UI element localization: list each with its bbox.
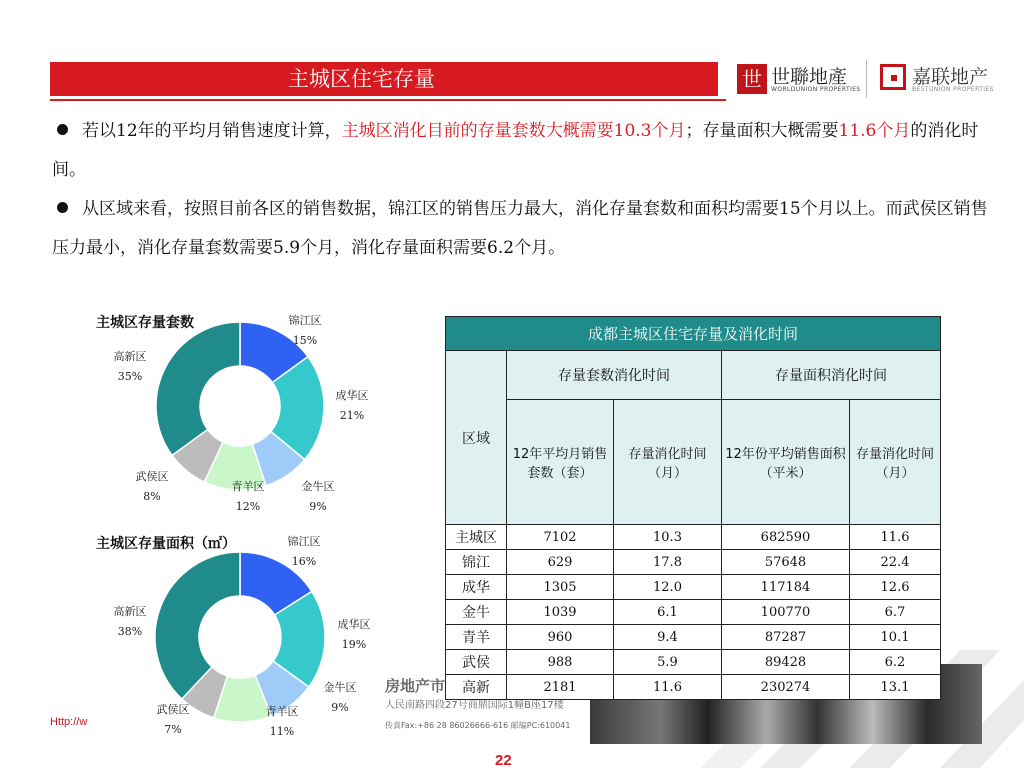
slice-percent: 12% <box>235 500 261 513</box>
header-region: 区域 <box>446 351 507 525</box>
slice-percent: 8% <box>143 490 161 503</box>
chart-title-area: 主城区存量面积（㎡） <box>96 536 236 552</box>
header-col-2: 存量消化时间（月） <box>614 400 722 525</box>
page-number: 22 <box>495 752 512 769</box>
slice-percent: 35% <box>117 370 143 383</box>
slice-percent: 38% <box>117 625 143 638</box>
table-region-cell: 武侯 <box>446 650 507 675</box>
table-cell: 988 <box>507 650 614 675</box>
bestunion-logo-text: 嘉联地产 <box>912 66 989 88</box>
table-region-cell: 锦江 <box>446 550 507 575</box>
header-group-area: 存量面积消化时间 <box>722 351 941 400</box>
donut-chart-area-svg <box>90 533 395 743</box>
donut-chart-area <box>90 533 395 743</box>
slice-label: 金牛区 <box>323 681 357 694</box>
slice-percent: 11% <box>269 725 295 738</box>
slice-label: 锦江区 <box>287 535 321 548</box>
bestunion-logo <box>880 62 996 96</box>
table-cell: 9.4 <box>614 625 722 650</box>
donut-chart-units-svg <box>90 312 395 522</box>
donut-slice <box>156 322 240 455</box>
bullet-1-text-a: 若以12年的平均月销售速度计算， <box>82 121 342 141</box>
bestunion-logo-icon <box>880 64 906 90</box>
worldunion-logo <box>737 62 861 96</box>
slice-label: 青羊区 <box>265 705 299 718</box>
table-cell: 11.6 <box>850 525 941 550</box>
table-cell: 10.1 <box>850 625 941 650</box>
slice-label: 武侯区 <box>156 703 190 716</box>
table-row <box>446 575 941 600</box>
table-region-cell: 高新 <box>446 675 507 700</box>
table-cell: 13.1 <box>850 675 941 700</box>
bullet-1 <box>52 112 992 190</box>
table-cell: 12.0 <box>614 575 722 600</box>
table-row <box>446 625 941 650</box>
bullet-2 <box>52 190 992 268</box>
table-cell: 7102 <box>507 525 614 550</box>
slice-label: 金牛区 <box>301 480 335 493</box>
table-cell: 17.8 <box>614 550 722 575</box>
table-cell: 12.6 <box>850 575 941 600</box>
table-cell: 5.9 <box>614 650 722 675</box>
table-cell: 960 <box>507 625 614 650</box>
header-col-3: 12年份平均销售面积（平米） <box>722 400 850 525</box>
table-cell: 100770 <box>722 600 850 625</box>
footer-contact-line1: 房地产市 <box>385 677 446 695</box>
table-cell: 6.7 <box>850 600 941 625</box>
slice-label: 成华区 <box>335 389 369 402</box>
bullet-dot-icon <box>57 202 68 213</box>
table-cell: 1305 <box>507 575 614 600</box>
footer-url: Http://w <box>50 716 88 728</box>
bullet-dot-icon <box>57 124 68 135</box>
slice-percent: 21% <box>339 409 365 422</box>
bullet-list <box>52 112 992 268</box>
bestunion-logo-subtext: BESTUNION PROPERTIES <box>912 86 994 93</box>
worldunion-logo-text: 世聯地產 <box>771 66 848 88</box>
table-cell: 682590 <box>722 525 850 550</box>
table-region-cell: 主城区 <box>446 525 507 550</box>
bullet-1-highlight-b: 11.6个月 <box>838 121 911 141</box>
table-cell: 1039 <box>507 600 614 625</box>
bullet-1-text-b: ；存量面积大概需要 <box>685 121 839 141</box>
table-cell: 2181 <box>507 675 614 700</box>
table-cell: 629 <box>507 550 614 575</box>
chart-title-units: 主城区存量套数 <box>96 315 194 331</box>
table-row <box>446 600 941 625</box>
table-row <box>446 525 941 550</box>
table-cell: 10.3 <box>614 525 722 550</box>
header-col-1: 12年平均月销售套数（套） <box>507 400 614 525</box>
title-rule <box>50 99 726 101</box>
table-cell: 6.1 <box>614 600 722 625</box>
table-region-cell: 金牛 <box>446 600 507 625</box>
slice-percent: 16% <box>291 555 317 568</box>
slice-percent: 9% <box>331 701 349 714</box>
table-cell: 89428 <box>722 650 850 675</box>
slice-percent: 7% <box>164 723 182 736</box>
table-caption: 成都主城区住宅存量及消化时间 <box>446 317 941 351</box>
table-row <box>446 650 941 675</box>
bullet-1-text-c: 的消化时间。 <box>52 121 979 180</box>
table-row <box>446 550 941 575</box>
worldunion-logo-subtext: WORLDUNION PROPERTIES <box>771 86 861 93</box>
slice-percent: 9% <box>309 500 327 513</box>
slice-label: 锦江区 <box>288 314 322 327</box>
footer-contact-line3: 传真Fax:+86 28 86026666-616 邮编PC:610041 <box>385 721 571 730</box>
table-cell: 22.4 <box>850 550 941 575</box>
table-region-cell: 成华 <box>446 575 507 600</box>
table-cell: 57648 <box>722 550 850 575</box>
slice-label: 武侯区 <box>135 470 169 483</box>
table-body <box>446 525 941 700</box>
slice-percent: 19% <box>341 638 367 651</box>
slice-label: 高新区 <box>113 605 147 618</box>
table-cell: 87287 <box>722 625 850 650</box>
slide-title: 主城区住宅存量 <box>50 62 718 96</box>
worldunion-logo-icon: 世 <box>737 64 767 94</box>
slice-percent: 15% <box>292 334 318 347</box>
slice-label: 高新区 <box>113 350 147 363</box>
table-cell: 117184 <box>722 575 850 600</box>
table-row <box>446 675 941 700</box>
bullet-2-text: 从区域来看，按照目前各区的销售数据，锦江区的销售压力最大，消化存量套数和面积均需要15个月以上。而武侯区销售压力最小，消化存量套数需要5.9个月，消化存量面积需要6.2个月。 <box>52 199 988 258</box>
header-col-4: 存量消化时间（月） <box>850 400 941 525</box>
slice-label: 青羊区 <box>231 480 265 493</box>
slice-label: 成华区 <box>337 618 371 631</box>
table-cell: 6.2 <box>850 650 941 675</box>
header-group-units: 存量套数消化时间 <box>507 351 722 400</box>
logo-divider <box>866 60 867 98</box>
table-region-cell: 青羊 <box>446 625 507 650</box>
bullet-1-highlight-a: 主城区消化目前的存量套数大概需要10.3个月 <box>341 121 686 141</box>
table-cell: 230274 <box>722 675 850 700</box>
inventory-table <box>445 316 941 700</box>
donut-chart-units <box>90 312 395 522</box>
footer-contact-line2: 人民南路四段27号商鼎国际1幢B座17楼 <box>385 700 564 711</box>
table-cell: 11.6 <box>614 675 722 700</box>
